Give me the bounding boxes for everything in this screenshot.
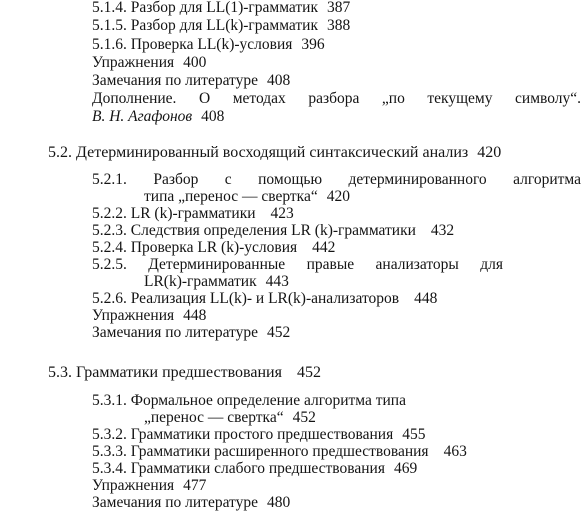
page-number: 452 xyxy=(296,364,321,381)
entry-title: 5.3.1. Формальное определение алгоритма типа xyxy=(92,392,406,409)
page-number: 455 xyxy=(402,426,426,443)
entry-title: 5.1.4. Разбор для LL(1)-грамматик xyxy=(92,0,319,16)
toc-entry-exercises xyxy=(92,478,206,494)
entry-title: 5.2.4. Проверка LR (k)-условия xyxy=(92,239,298,256)
entry-title: 5.2.3. Следствия определения LR (k)-грамматики xyxy=(92,222,416,239)
toc-entry-5-1-4 xyxy=(92,0,350,16)
toc-entry-5-1-6 xyxy=(92,37,325,53)
page-number: 452 xyxy=(267,324,291,341)
toc-entry-5-2-6 xyxy=(92,291,437,307)
page-number: 442 xyxy=(312,239,336,256)
toc-entry-5-2-3 xyxy=(92,223,454,239)
entry-title: Дополнение. О методах разбора „по текущему символу“. xyxy=(92,90,581,107)
page-number: 420 xyxy=(477,144,502,161)
page-number: 408 xyxy=(267,72,291,89)
entry-title: Упражнения xyxy=(92,54,175,71)
page-number: 432 xyxy=(430,222,455,239)
page-number: 423 xyxy=(270,205,294,222)
page-number: 448 xyxy=(414,290,438,307)
toc-entry-appendix-author xyxy=(92,109,224,125)
page-number: 396 xyxy=(301,36,325,53)
entry-title: Упражнения xyxy=(92,307,175,324)
section-title: 5.2. Детерминированный восходящий синтаксический анализ xyxy=(48,144,469,161)
toc-entry-5-3-4 xyxy=(92,461,417,477)
toc-entry-5-2-2 xyxy=(92,206,294,222)
entry-title: типа „перенос — свертка“ xyxy=(144,188,318,205)
entry-title: 5.3.4. Грамматики слабого предшествования xyxy=(92,460,385,477)
entry-title: LR(k)-грамматик xyxy=(144,273,257,290)
page-number: 477 xyxy=(183,477,207,494)
page-number: 387 xyxy=(327,0,351,16)
entry-title: 5.1.6. Проверка LL(k)-условия xyxy=(92,36,293,53)
page-number: 420 xyxy=(326,188,350,205)
entry-title: 5.2.6. Реализация LL(k)- и LR(k)-анализаторов xyxy=(92,290,400,307)
page-number: 469 xyxy=(394,460,418,477)
page-number: 408 xyxy=(201,108,225,125)
page-number: 400 xyxy=(183,54,207,71)
toc-entry-5-3-2 xyxy=(92,427,426,443)
entry-title: 5.2.5. Детерминированные правые анализаторы для xyxy=(92,256,503,273)
entry-title: 5.2.1. Разбор с помощью детерминированного алгоритма xyxy=(92,171,581,188)
toc-entry-5-2-4 xyxy=(92,240,335,256)
toc-entry-exercises xyxy=(92,55,206,71)
toc-entry-5-2-1 xyxy=(92,172,581,188)
page-number: 448 xyxy=(183,307,207,324)
entry-title: Замечания по литературе xyxy=(92,324,258,341)
toc-entry-bibliographic-notes xyxy=(92,325,290,341)
entry-title: „перенос — свертка“ xyxy=(144,409,284,426)
toc-entry-bibliographic-notes xyxy=(92,495,290,511)
toc-entry-exercises xyxy=(92,308,206,324)
toc-section-5-2 xyxy=(48,145,501,161)
entry-title: 5.2.2. LR (k)-грамматики xyxy=(92,205,256,222)
toc-entry-5-1-5 xyxy=(92,18,350,34)
entry-title: Замечания по литературе xyxy=(92,494,258,511)
entry-title: Упражнения xyxy=(92,477,175,494)
page-number: 463 xyxy=(443,443,467,460)
entry-author: В. Н. Агафонов xyxy=(92,108,193,125)
entry-title: 5.1.5. Разбор для LL(k)-грамматик xyxy=(92,17,319,34)
toc-section-5-3 xyxy=(48,365,321,381)
toc-entry-5-3-1-cont xyxy=(144,410,316,426)
toc-entry-bibliographic-notes xyxy=(92,73,290,89)
toc-entry-appendix xyxy=(92,91,581,107)
entry-title: 5.3.2. Грамматики простого предшествования xyxy=(92,426,394,443)
page-number: 452 xyxy=(292,409,316,426)
entry-title: 5.3.3. Грамматики расширенного предшествования xyxy=(92,443,429,460)
entry-title: Замечания по литературе xyxy=(92,72,258,89)
toc-entry-5-3-3 xyxy=(92,444,467,460)
page-number: 388 xyxy=(327,17,351,34)
toc-entry-5-2-5-cont xyxy=(144,274,289,290)
toc-entry-5-2-1-cont xyxy=(144,189,350,205)
toc-entry-5-2-5 xyxy=(92,257,503,273)
page-number: 480 xyxy=(267,494,291,511)
toc-entry-5-3-1 xyxy=(92,393,406,409)
page-number: 443 xyxy=(265,273,289,290)
section-title: 5.3. Грамматики предшествования xyxy=(48,364,282,381)
